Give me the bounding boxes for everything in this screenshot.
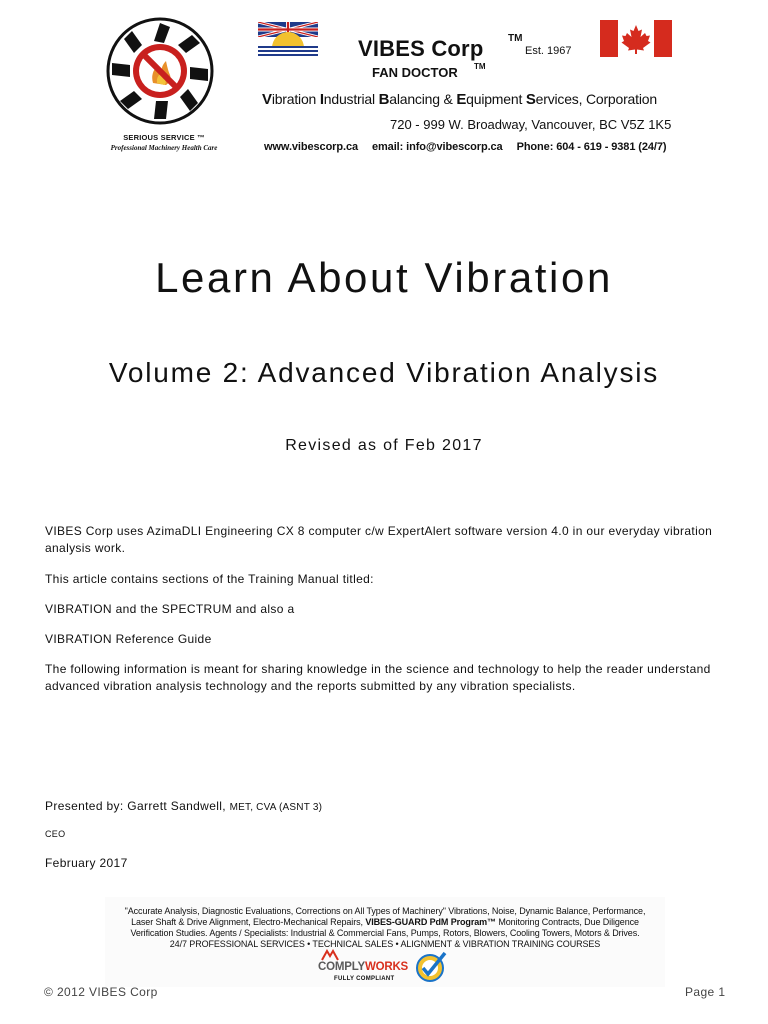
complyworks-subtitle: FULLY COMPLIANT (334, 976, 395, 982)
revision-date: Revised as of Feb 2017 (285, 437, 483, 454)
contact-line (264, 141, 680, 153)
presenter-credentials: MET, CVA (ASNT 3) (229, 802, 323, 813)
logo-tagline: SERIOUS SERVICE ™ (123, 133, 205, 142)
fan-doctor-trademark: TM (474, 62, 486, 71)
document-subtitle: Volume 2: Advanced Vibration Analysis (108, 357, 660, 388)
banner-line: 24/7 PROFESSIONAL SERVICES • TECHNICAL SALES • ALIGNMENT & VIBRATION TRAINING COURSES (169, 939, 601, 949)
name-part: ndustrial (323, 91, 379, 107)
established-year: Est. 1967 (525, 45, 572, 57)
complyworks-text: WORKS (364, 961, 409, 973)
name-part: alancing & (389, 91, 457, 107)
website-link[interactable]: www.vibescorp.ca (264, 141, 358, 153)
article-contents-paragraph: This article contains sections of the Training Manual titled: (45, 572, 374, 586)
initial-letter: E (456, 91, 467, 108)
document-title: Learn About Vibration (155, 254, 613, 301)
logo-subtagline: Professional Machinery Health Care (110, 144, 218, 152)
banner-text: Monitoring Contracts, Due Diligence (495, 917, 639, 927)
email-link[interactable]: email: info@vibescorp.ca (371, 141, 503, 153)
initial-letter: V (262, 91, 272, 108)
manual-title-line: VIBRATION and the SPECTRUM and also a (45, 602, 295, 616)
purpose-paragraph: The following information is meant for sharing knowledge in the science and technology to help the reader understand advanced vibration analysis technology and the reports submitted by any vibration specialists. (45, 662, 711, 693)
canada-flag-icon (600, 20, 672, 57)
initial-letter: B (378, 91, 390, 108)
name-part: ervices, Corporation (535, 91, 657, 107)
banner-text: Laser Shaft & Drive Alignment, Electro-Mechanical Repairs, (131, 917, 366, 927)
initial-letter: S (525, 91, 536, 108)
serious-service-fan-logo (106, 17, 214, 125)
presenter-line (45, 799, 322, 813)
name-part: ibration (271, 91, 320, 107)
phone-number: Phone: 604 - 619 - 9381 (24/7) (516, 141, 667, 153)
copyright-notice: © 2012 VIBES Corp (44, 985, 158, 999)
presenter-role: CEO (45, 829, 66, 839)
banner-line: "Accurate Analysis, Diagnostic Evaluations, Corrections on All Types of Machinery" Vibrations, Noise, Dynamic Balance, Performance, (124, 906, 646, 916)
banner-line: Verification Studies. Agents / Specialists: Industrial & Commercial Fans, Pumps, Rotors, Blowers, Cooling Towers, Motors & Drives. (130, 928, 640, 938)
document-date: February 2017 (45, 856, 128, 870)
trademark-mark: TM (508, 33, 523, 44)
presenter-name: Presented by: Garrett Sandwell, (45, 799, 226, 813)
company-address: 720 - 999 W. Broadway, Vancouver, BC V5Z 1K5 (390, 117, 672, 132)
program-name: VIBES-GUARD PdM Program™ (365, 917, 496, 927)
page-number: Page 1 (685, 985, 726, 999)
name-part: quipment (466, 91, 526, 107)
services-banner (105, 897, 665, 987)
company-full-name (262, 91, 657, 108)
complyworks-logo (318, 951, 408, 973)
initial-letter: I (319, 91, 324, 108)
complyworks-text: COMPLY (318, 961, 365, 973)
british-columbia-flag-icon (258, 22, 318, 58)
reference-guide-line: VIBRATION Reference Guide (45, 632, 212, 646)
intro-paragraph: VIBES Corp uses AzimaDLI Engineering CX 8 computer c/w ExpertAlert software version 4.0 in our everyday vibration analysis work. (45, 524, 713, 555)
checkmark-badge-icon (414, 950, 448, 984)
banner-line (105, 917, 665, 928)
company-name: VIBES Corp (358, 36, 484, 61)
fan-doctor-label: FAN DOCTOR (372, 65, 458, 80)
